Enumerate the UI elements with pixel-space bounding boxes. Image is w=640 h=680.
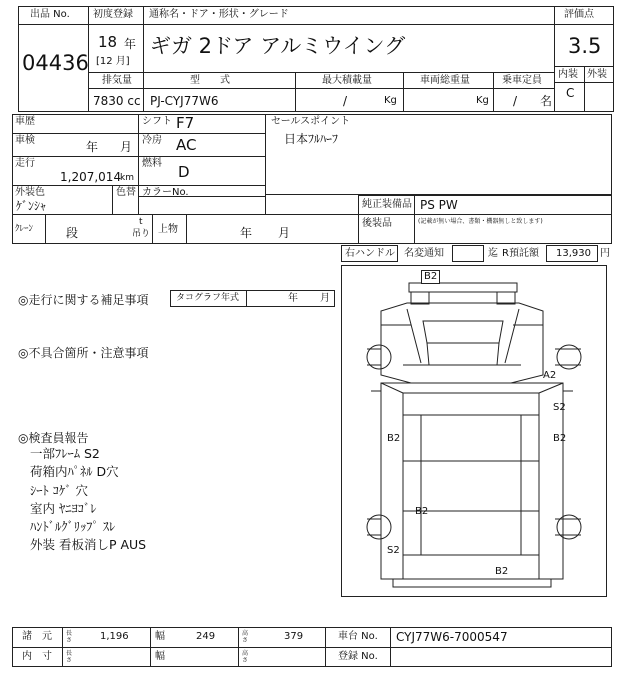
damage-mark-right-side: B2 [553,433,567,444]
damage-mark-rear-left: S2 [387,545,400,556]
cargo-floor [403,393,539,579]
name-change-label: 名変通知 [404,248,444,259]
cargo-box [381,383,563,579]
aftermarket-label: 後装品 [362,218,392,229]
crane-hook: 吊り [132,229,151,239]
body-color-label: 外装色 [15,187,45,198]
damage-mark-left-side: B2 [387,433,401,444]
damage-mark-cab-right: A2 [543,370,557,381]
defects-label: ◎不具合箇所・注意事項 [18,346,149,360]
chassis-label: 車台 No. [338,631,378,642]
gross-weight-unit: Kg [476,95,489,106]
max-load-value: / [343,94,348,108]
tachograph-label: タコグラフ年式 [176,293,240,303]
inspector-report-label: ◎検査員報告 [18,431,89,445]
interior-grade: C [566,86,575,100]
grade-label: 通称名・ドア・形状・グレード [149,9,289,20]
currency-unit: 円 [600,248,610,259]
interior-label: 内装 [558,69,578,80]
gross-weight-label: 車両総重量 [420,75,470,86]
dimensions-label: 諸 元 [22,631,52,642]
lot-label: 出品 No. [30,9,70,20]
sales-point-label: セールスポイント [271,116,351,127]
capacity-unit: 名 [540,94,553,108]
max-load-label: 最大積載量 [322,75,372,86]
exterior-label: 外装 [587,69,607,80]
inner-height-label: 高さ [242,650,249,664]
sales-point-value: 日本ﾌﾙﾊｰﾌ [284,132,339,146]
rear-bumper [393,579,551,587]
crane-label: ｸﾚｰﾝ [15,224,34,234]
inspector-line-5: ﾊﾝﾄﾞﾙｸﾞﾘｯﾌﾟ ｽﾚ [30,519,116,534]
inspector-line-2: 荷箱内ﾊﾟﾈﾙ D穴 [30,464,119,479]
mileage-value: 1,207,014 [60,170,122,184]
length-value: 1,196 [100,631,129,642]
damage-mark-rear: B2 [495,566,509,577]
damage-mark-right-side-upper: S2 [553,402,566,413]
inspector-line-6: 外装 看板消しP AUS [30,537,147,552]
crane-stage: 段 [66,226,79,240]
tachograph-year-unit: 年 [288,293,298,304]
chassis-number: CYJ77W6-7000547 [396,630,508,644]
height-value: 379 [284,631,304,642]
mileage-label: 走行 [15,158,35,169]
driving-notes-label: ◎走行に関する補足事項 [18,293,149,307]
inner-width-label: 幅 [155,651,165,662]
equipment-value: PS PW [420,198,458,212]
right-mirror [497,292,515,304]
damage-mark-cab-top: B2 [421,270,440,284]
capacity-value: / [513,94,518,108]
first-reg-label: 初度登録 [93,9,133,20]
inner-length-label: 長さ [66,650,73,664]
score-value: 3.5 [568,34,602,58]
equipment-label: 純正装備品 [362,199,412,210]
color-change-label: 色替 [116,187,136,198]
max-load-unit: Kg [384,95,397,106]
recycle-label: R預託額 [502,248,539,259]
model-code-label: 型 式 [190,75,230,86]
width-label: 幅 [155,631,165,642]
first-reg-month: [12 月] [96,56,130,67]
windshield [423,321,503,343]
ac-value: AC [176,136,197,154]
shift-value: F7 [176,114,195,132]
fuel-value: D [178,163,190,181]
right-hand-label: 右ハンドル [345,248,395,259]
score-label: 評価点 [564,9,594,20]
mileage-unit: km [120,173,134,183]
year-unit: 年 [124,37,137,51]
shift-label: シフト [142,116,172,127]
inspection-label: 車検 [15,135,35,146]
damage-mark-cargo-floor: B2 [415,506,429,517]
inspector-line-3: ｼｰﾄ ｺｹﾞ 穴 [30,483,88,498]
crane-month-unit: 月 [278,226,291,240]
ac-label: 冷房 [142,135,162,146]
notice-mark: 迄 [488,248,498,259]
inner-dimensions-label: 内 寸 [22,651,52,662]
displacement-value: 7830 cc [93,94,141,108]
fuel-label: 燃料 [142,158,162,169]
truck-diagram [341,265,607,597]
crane-year-unit: 年 [240,226,253,240]
body-color-value: ｹﾞﾝｼｬ [16,199,47,213]
history-label: 車歴 [15,116,35,127]
inspection-month-unit: 月 [120,140,133,154]
inspector-line-4: 室内 ﾔﾆﾖｺﾞﾚ [30,501,97,516]
tachograph-month-unit: 月 [320,293,330,304]
first-reg-year: 18 [98,33,118,51]
width-value: 249 [196,631,216,642]
capacity-label: 乗車定員 [502,75,542,86]
crane-ton-label: t [139,217,143,227]
name-change-box [452,245,484,262]
recycle-amount: 13,930 [556,248,591,259]
crane-date-label: 上物 [158,224,178,235]
sun-visor [409,283,517,292]
model-code-value: PJ-CYJ77W6 [150,94,219,108]
registration-label: 登録 No. [338,651,378,662]
left-mirror [411,292,429,304]
height-label: 高さ [242,630,249,644]
length-label: 長さ [66,630,73,644]
model-name: ギガ 2ドア アルミウイング [150,34,406,58]
inspector-line-1: 一部ﾌﾚｰﾑ S2 [30,446,100,461]
lot-number: 04436 [22,51,89,75]
color-code-label: カラーNo. [142,187,189,198]
inspection-year-unit: 年 [86,140,99,154]
aftermarket-note: (記載が無い場合、書類・機器無しと致します) [418,218,543,225]
displacement-label: 排気量 [102,75,132,86]
